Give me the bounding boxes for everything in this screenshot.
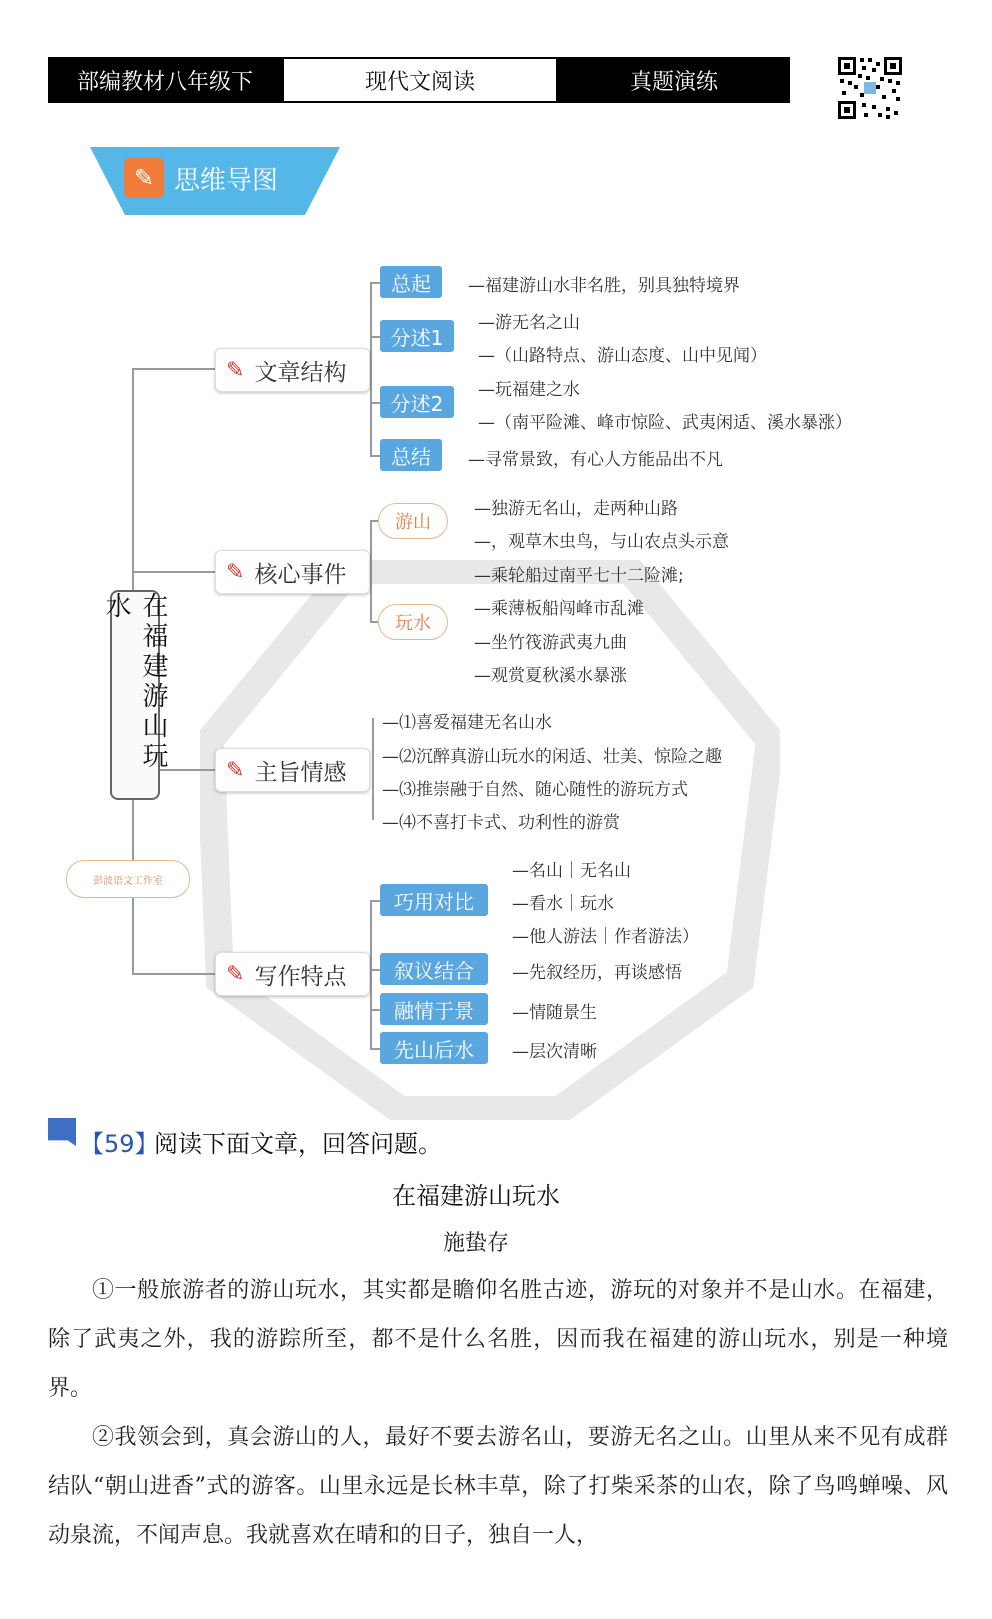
writing-connector xyxy=(370,1048,380,1050)
leaf-text: —名山｜无名山 xyxy=(512,861,631,881)
mindmap-root xyxy=(101,590,168,800)
writing-connector xyxy=(370,969,380,971)
tag-water: 玩水 xyxy=(378,604,448,640)
pencil-note-icon: ✎ xyxy=(124,158,164,198)
leaf-text: —乘轮船过南平七十二险滩; xyxy=(474,566,684,586)
tag-mountain: 游山 xyxy=(378,503,448,539)
branch-line xyxy=(132,571,216,573)
header-topic-label xyxy=(282,57,558,103)
writing-connector xyxy=(370,1009,380,1011)
structure-connector xyxy=(370,455,380,457)
studio-stamp xyxy=(66,860,190,898)
question-prompt: 阅读下面文章，回答问题。 xyxy=(154,1130,442,1158)
studio-stamp-text: 彭波语文工作室 xyxy=(93,875,163,887)
events-connector xyxy=(370,520,372,622)
pencil-icon: ✎ xyxy=(226,357,245,383)
leaf-text: —看水｜玩水 xyxy=(512,894,614,914)
leaf-text: —福建游山水非名胜，别具独特境界 xyxy=(468,276,740,296)
leaf-text: —情随景生 xyxy=(512,1003,597,1023)
question-marker-icon xyxy=(48,1118,76,1146)
branch-line xyxy=(132,973,216,975)
article-paragraph-2: ②我领会到，真会游山的人，最好不要去游名山，要游无名之山。山里从来不见有成群结队“朝山进香”式的游客。山里永远是长林丰草，除了打柴采茶的山农，除了鸟鸣蝉噪、风动泉流，不闻声息。我就喜欢在晴和的日子，独自一人， xyxy=(48,1425,948,1548)
tag-contrast: 巧用对比 xyxy=(380,884,488,916)
pencil-icon: ✎ xyxy=(226,757,245,783)
leaf-text: —坐竹筏游武夷九曲 xyxy=(474,633,627,653)
writing-connector xyxy=(370,900,372,1050)
mindmap-root-label: 在福建游山玩水 xyxy=(101,592,168,772)
structure-connector xyxy=(370,282,372,456)
article-title: 在福建游山玩水 xyxy=(392,1182,560,1210)
tag-summary: 总结 xyxy=(380,439,442,471)
leaf-text: —（山路特点、游山态度、山中见闻） xyxy=(478,346,767,366)
leaf-text: —玩福建之水 xyxy=(478,380,580,400)
article-paragraph-1: ①一般旅游者的游山玩水，其实都是瞻仰名胜古迹，游玩的对象并不是山水。在福建，除了武夷之外，我的游踪所至，都不是什么名胜，因而我在福建的游山玩水，别是一种境界。 xyxy=(48,1278,948,1401)
branch-line xyxy=(132,368,216,370)
leaf-text: —（南平险滩、峰市惊险、武夷闲适、溪水暴涨） xyxy=(478,413,852,433)
leaf-text: —层次清晰 xyxy=(512,1042,597,1062)
question-number: 【59】 xyxy=(80,1130,159,1158)
leaf-text: —先叙经历，再谈感悟 xyxy=(512,963,682,983)
category-events-label: 核心事件 xyxy=(254,561,347,588)
leaf-text: —他人游法｜作者游法） xyxy=(512,927,699,947)
category-emotion xyxy=(215,748,370,792)
leaf-text: —乘薄板船闯峰市乱滩 xyxy=(474,599,644,619)
leaf-text: —⑴喜爱福建无名山水 xyxy=(382,713,552,733)
tag-part1: 分述1 xyxy=(380,320,454,352)
leaf-text: —游无名之山 xyxy=(478,313,580,333)
header-practice-label xyxy=(558,57,790,103)
structure-connector xyxy=(370,282,380,284)
header-topic-text: 现代文阅读 xyxy=(364,69,475,95)
header-grade-text: 部编教材八年级下 xyxy=(76,69,253,95)
category-events xyxy=(215,550,370,594)
tag-scenery: 融情于景 xyxy=(380,993,488,1025)
pencil-icon: ✎ xyxy=(226,559,245,585)
category-writing xyxy=(215,952,370,996)
header-practice-text: 真题演练 xyxy=(629,69,718,95)
section-title: 思维导图 xyxy=(174,166,279,196)
header-grade-label xyxy=(48,57,282,103)
qr-code-icon[interactable] xyxy=(836,55,904,121)
category-emotion-label: 主旨情感 xyxy=(254,759,347,786)
tag-intro: 总起 xyxy=(380,266,442,298)
writing-connector xyxy=(370,900,380,902)
structure-connector xyxy=(370,402,380,404)
tag-narration: 叙议结合 xyxy=(380,953,488,985)
leaf-text: —⑶推崇融于自然、随心随性的游玩方式 xyxy=(382,780,688,800)
emotion-connector xyxy=(372,718,374,820)
leaf-text: —，观草木虫鸟，与山农点头示意 xyxy=(474,532,729,552)
pencil-icon: ✎ xyxy=(226,961,245,987)
category-structure-label: 文章结构 xyxy=(254,359,347,386)
article-author: 施蛰存 xyxy=(442,1231,509,1256)
leaf-text: —寻常景致，有心人方能品出不凡 xyxy=(468,450,723,470)
leaf-text: —独游无名山，走两种山路 xyxy=(474,499,678,519)
category-structure xyxy=(215,348,370,392)
leaf-text: —⑷不喜打卡式、功利性的游赏 xyxy=(382,813,620,833)
leaf-text: —观赏夏秋溪水暴涨 xyxy=(474,666,627,686)
leaf-text: —⑵沉醉真游山玩水的闲适、壮美、惊险之趣 xyxy=(382,747,722,767)
structure-connector xyxy=(370,336,380,338)
tag-part2: 分述2 xyxy=(380,386,454,418)
tag-order: 先山后水 xyxy=(380,1032,488,1064)
category-writing-label: 写作特点 xyxy=(254,963,347,990)
